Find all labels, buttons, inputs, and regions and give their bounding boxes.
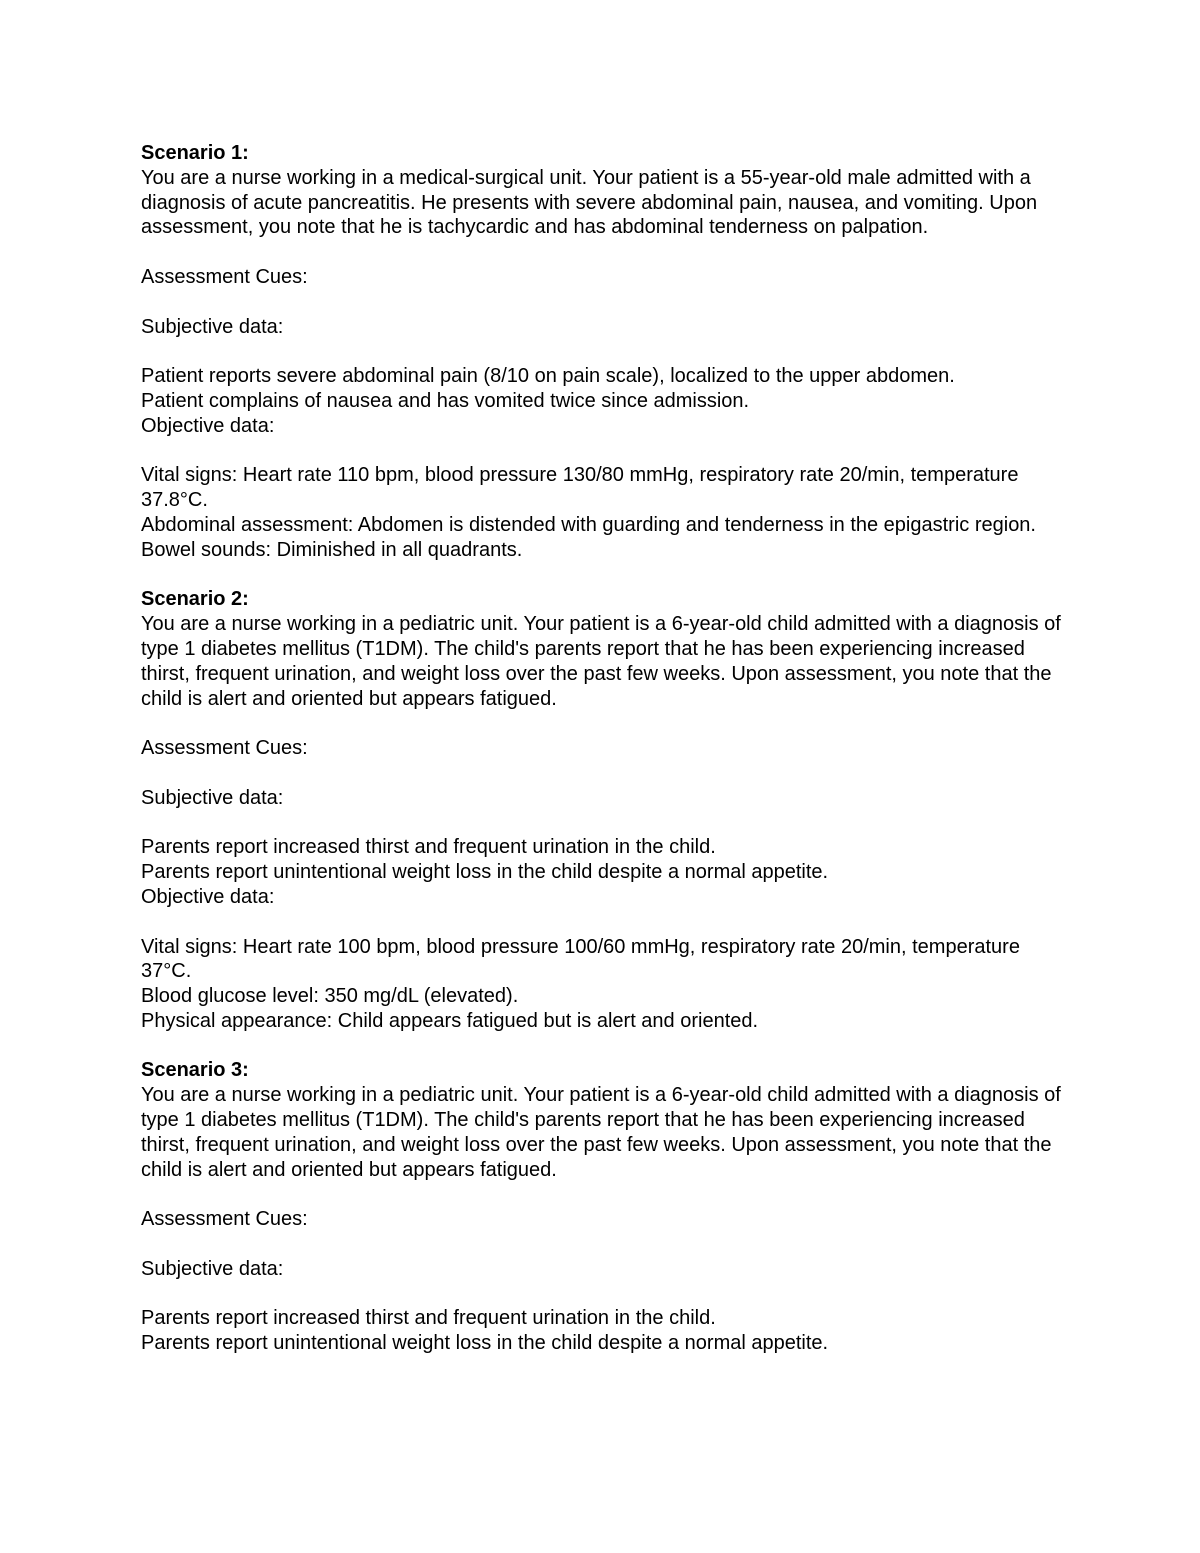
subjective-item: Parents report increased thirst and frequent urination in the child. [141, 836, 716, 859]
objective-data-label: Objective data: [141, 885, 275, 908]
scenario-heading: Scenario 1: [141, 142, 249, 164]
assessment-cues-label: Assessment Cues: [141, 737, 308, 760]
subjective-item: Patient reports severe abdominal pain (8/10 on pain scale), localized to the upper abdomen. [141, 365, 955, 388]
scenario-3 [141, 1058, 1071, 1356]
scenario-heading: Scenario 3: [141, 1059, 249, 1082]
subjective-item: Parents report unintentional weight loss in the child despite a normal appetite. [141, 1332, 829, 1355]
objective-item: Physical appearance: Child appears fatigued but is alert and oriented. [141, 1009, 759, 1032]
subjective-item: Patient complains of nausea and has vomited twice since admission. [141, 389, 750, 412]
scenario-1 [141, 141, 1071, 563]
scenario-description: You are a nurse working in a medical-surgical unit. Your patient is a 55-year-old male admitted with a diagnosis of acute pancreatitis. He presents with severe abdominal pain, nausea, and vomiting. Upon assessment, you note that he is tachycardic and has abdominal tenderness on palpation. [141, 166, 1038, 239]
objective-item: Vital signs: Heart rate 110 bpm, blood pressure 130/80 mmHg, respiratory rate 20/min, temperature 37.8°C. [141, 464, 1019, 512]
scenario-heading: Scenario 2: [141, 588, 249, 611]
objective-item: Abdominal assessment: Abdomen is distended with guarding and tenderness in the epigastric region. [141, 513, 1036, 536]
scenario-description: You are a nurse working in a pediatric unit. Your patient is a 6-year-old child admitted with a diagnosis of type 1 diabetes mellitus (T1DM). The child's parents report that he has been experiencing increased thirst, frequent urination, and weight loss over the past few weeks. Upon assessment, you note that the child is alert and oriented but appears fatigued. [141, 613, 1061, 710]
objective-item: Bowel sounds: Diminished in all quadrants. [141, 538, 523, 561]
scenario-2 [141, 587, 1071, 1033]
objective-item: Vital signs: Heart rate 100 bpm, blood pressure 100/60 mmHg, respiratory rate 20/min, temperature 37°C. [141, 935, 1020, 983]
subjective-item: Parents report increased thirst and frequent urination in the child. [141, 1307, 716, 1330]
scenario-description: You are a nurse working in a pediatric unit. Your patient is a 6-year-old child admitted with a diagnosis of type 1 diabetes mellitus (T1DM). The child's parents report that he has been experiencing increased thirst, frequent urination, and weight loss over the past few weeks. Upon assessment, you note that the child is alert and oriented but appears fatigued. [141, 1084, 1061, 1181]
subjective-data-label: Subjective data: [141, 1257, 284, 1280]
subjective-data-label: Subjective data: [141, 315, 284, 338]
subjective-item: Parents report unintentional weight loss in the child despite a normal appetite. [141, 861, 829, 884]
objective-item: Blood glucose level: 350 mg/dL (elevated). [141, 985, 519, 1008]
objective-data-label: Objective data: [141, 414, 275, 437]
assessment-cues-label: Assessment Cues: [141, 1208, 308, 1231]
assessment-cues-label: Assessment Cues: [141, 265, 308, 288]
subjective-data-label: Subjective data: [141, 786, 284, 809]
document-page [141, 141, 1071, 1356]
